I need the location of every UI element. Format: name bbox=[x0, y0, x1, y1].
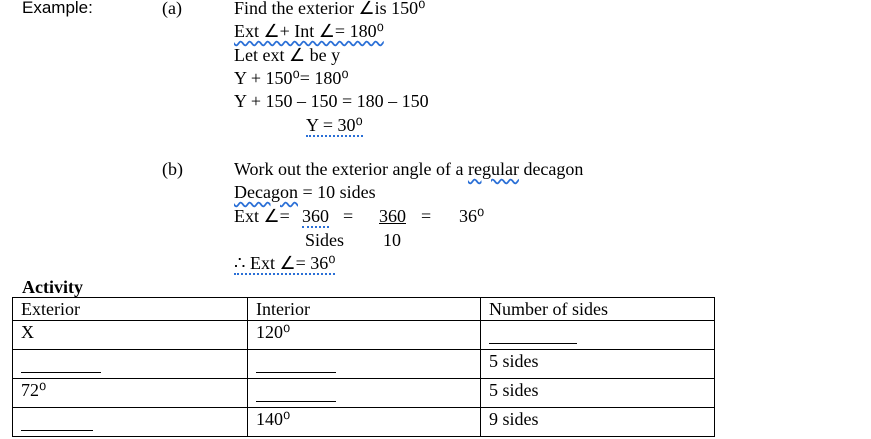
part-a-line-2: Ext ∠+ Int ∠= 180⁰ bbox=[234, 21, 384, 41]
header-number-of-sides: Number of sides bbox=[481, 298, 715, 321]
cell-exterior-blank[interactable] bbox=[13, 408, 248, 437]
part-a-line-1: Find the exterior ∠is 150⁰ bbox=[234, 0, 426, 18]
table-row bbox=[13, 379, 715, 408]
activity-table bbox=[12, 297, 715, 437]
table-row bbox=[13, 408, 715, 437]
cell-sides: 5 sides bbox=[481, 379, 715, 408]
cell-exterior-blank[interactable] bbox=[13, 350, 248, 379]
equals-sign-2: = bbox=[421, 206, 432, 226]
answer-blank[interactable] bbox=[21, 350, 101, 373]
answer-blank[interactable] bbox=[256, 350, 336, 373]
cell-interior-blank[interactable] bbox=[248, 350, 481, 379]
cell-exterior: X bbox=[13, 321, 248, 350]
part-b-conclusion: ∴ Ext ∠= 36⁰ bbox=[234, 253, 336, 273]
table-row bbox=[13, 350, 715, 379]
part-a-marker: (a) bbox=[162, 0, 182, 18]
part-b-decagon-line: Decagon = 10 sides bbox=[234, 182, 376, 202]
fraction-2-denominator: 10 bbox=[383, 230, 401, 250]
table-header-row bbox=[13, 298, 715, 321]
cell-exterior: 72⁰ bbox=[13, 379, 248, 408]
header-interior: Interior bbox=[248, 298, 481, 321]
part-a-line-5: Y + 150 – 150 = 180 – 150 bbox=[234, 91, 429, 111]
part-a-line-4: Y + 150⁰= 180⁰ bbox=[234, 68, 349, 88]
fraction-1-numerator: 360 bbox=[302, 206, 329, 226]
answer-blank[interactable] bbox=[256, 379, 336, 402]
equals-sign-1: = bbox=[343, 206, 354, 226]
part-b-question: Work out the exterior angle of a regular decagon bbox=[234, 159, 584, 179]
part-b-ext-label: Ext ∠= bbox=[234, 206, 290, 226]
activity-title: Activity bbox=[22, 277, 83, 297]
table-row bbox=[13, 321, 715, 350]
answer-blank[interactable] bbox=[21, 408, 93, 431]
cell-interior: 140⁰ bbox=[248, 408, 481, 437]
cell-sides-blank[interactable] bbox=[481, 321, 715, 350]
fraction-1-denominator: Sides bbox=[305, 230, 345, 250]
part-b-result: 36⁰ bbox=[459, 206, 485, 226]
cell-interior-blank[interactable] bbox=[248, 379, 481, 408]
cell-sides: 5 sides bbox=[481, 350, 715, 379]
header-exterior: Exterior bbox=[13, 298, 248, 321]
example-label: Example: bbox=[22, 0, 93, 17]
cell-interior: 120⁰ bbox=[248, 321, 481, 350]
part-a-line-3: Let ext ∠ be y bbox=[234, 45, 341, 65]
cell-sides: 9 sides bbox=[481, 408, 715, 437]
part-a-answer: Y = 30⁰ bbox=[306, 115, 363, 135]
answer-blank[interactable] bbox=[489, 321, 577, 344]
fraction-2-numerator: 360 bbox=[379, 206, 406, 226]
part-b-marker: (b) bbox=[162, 159, 183, 179]
